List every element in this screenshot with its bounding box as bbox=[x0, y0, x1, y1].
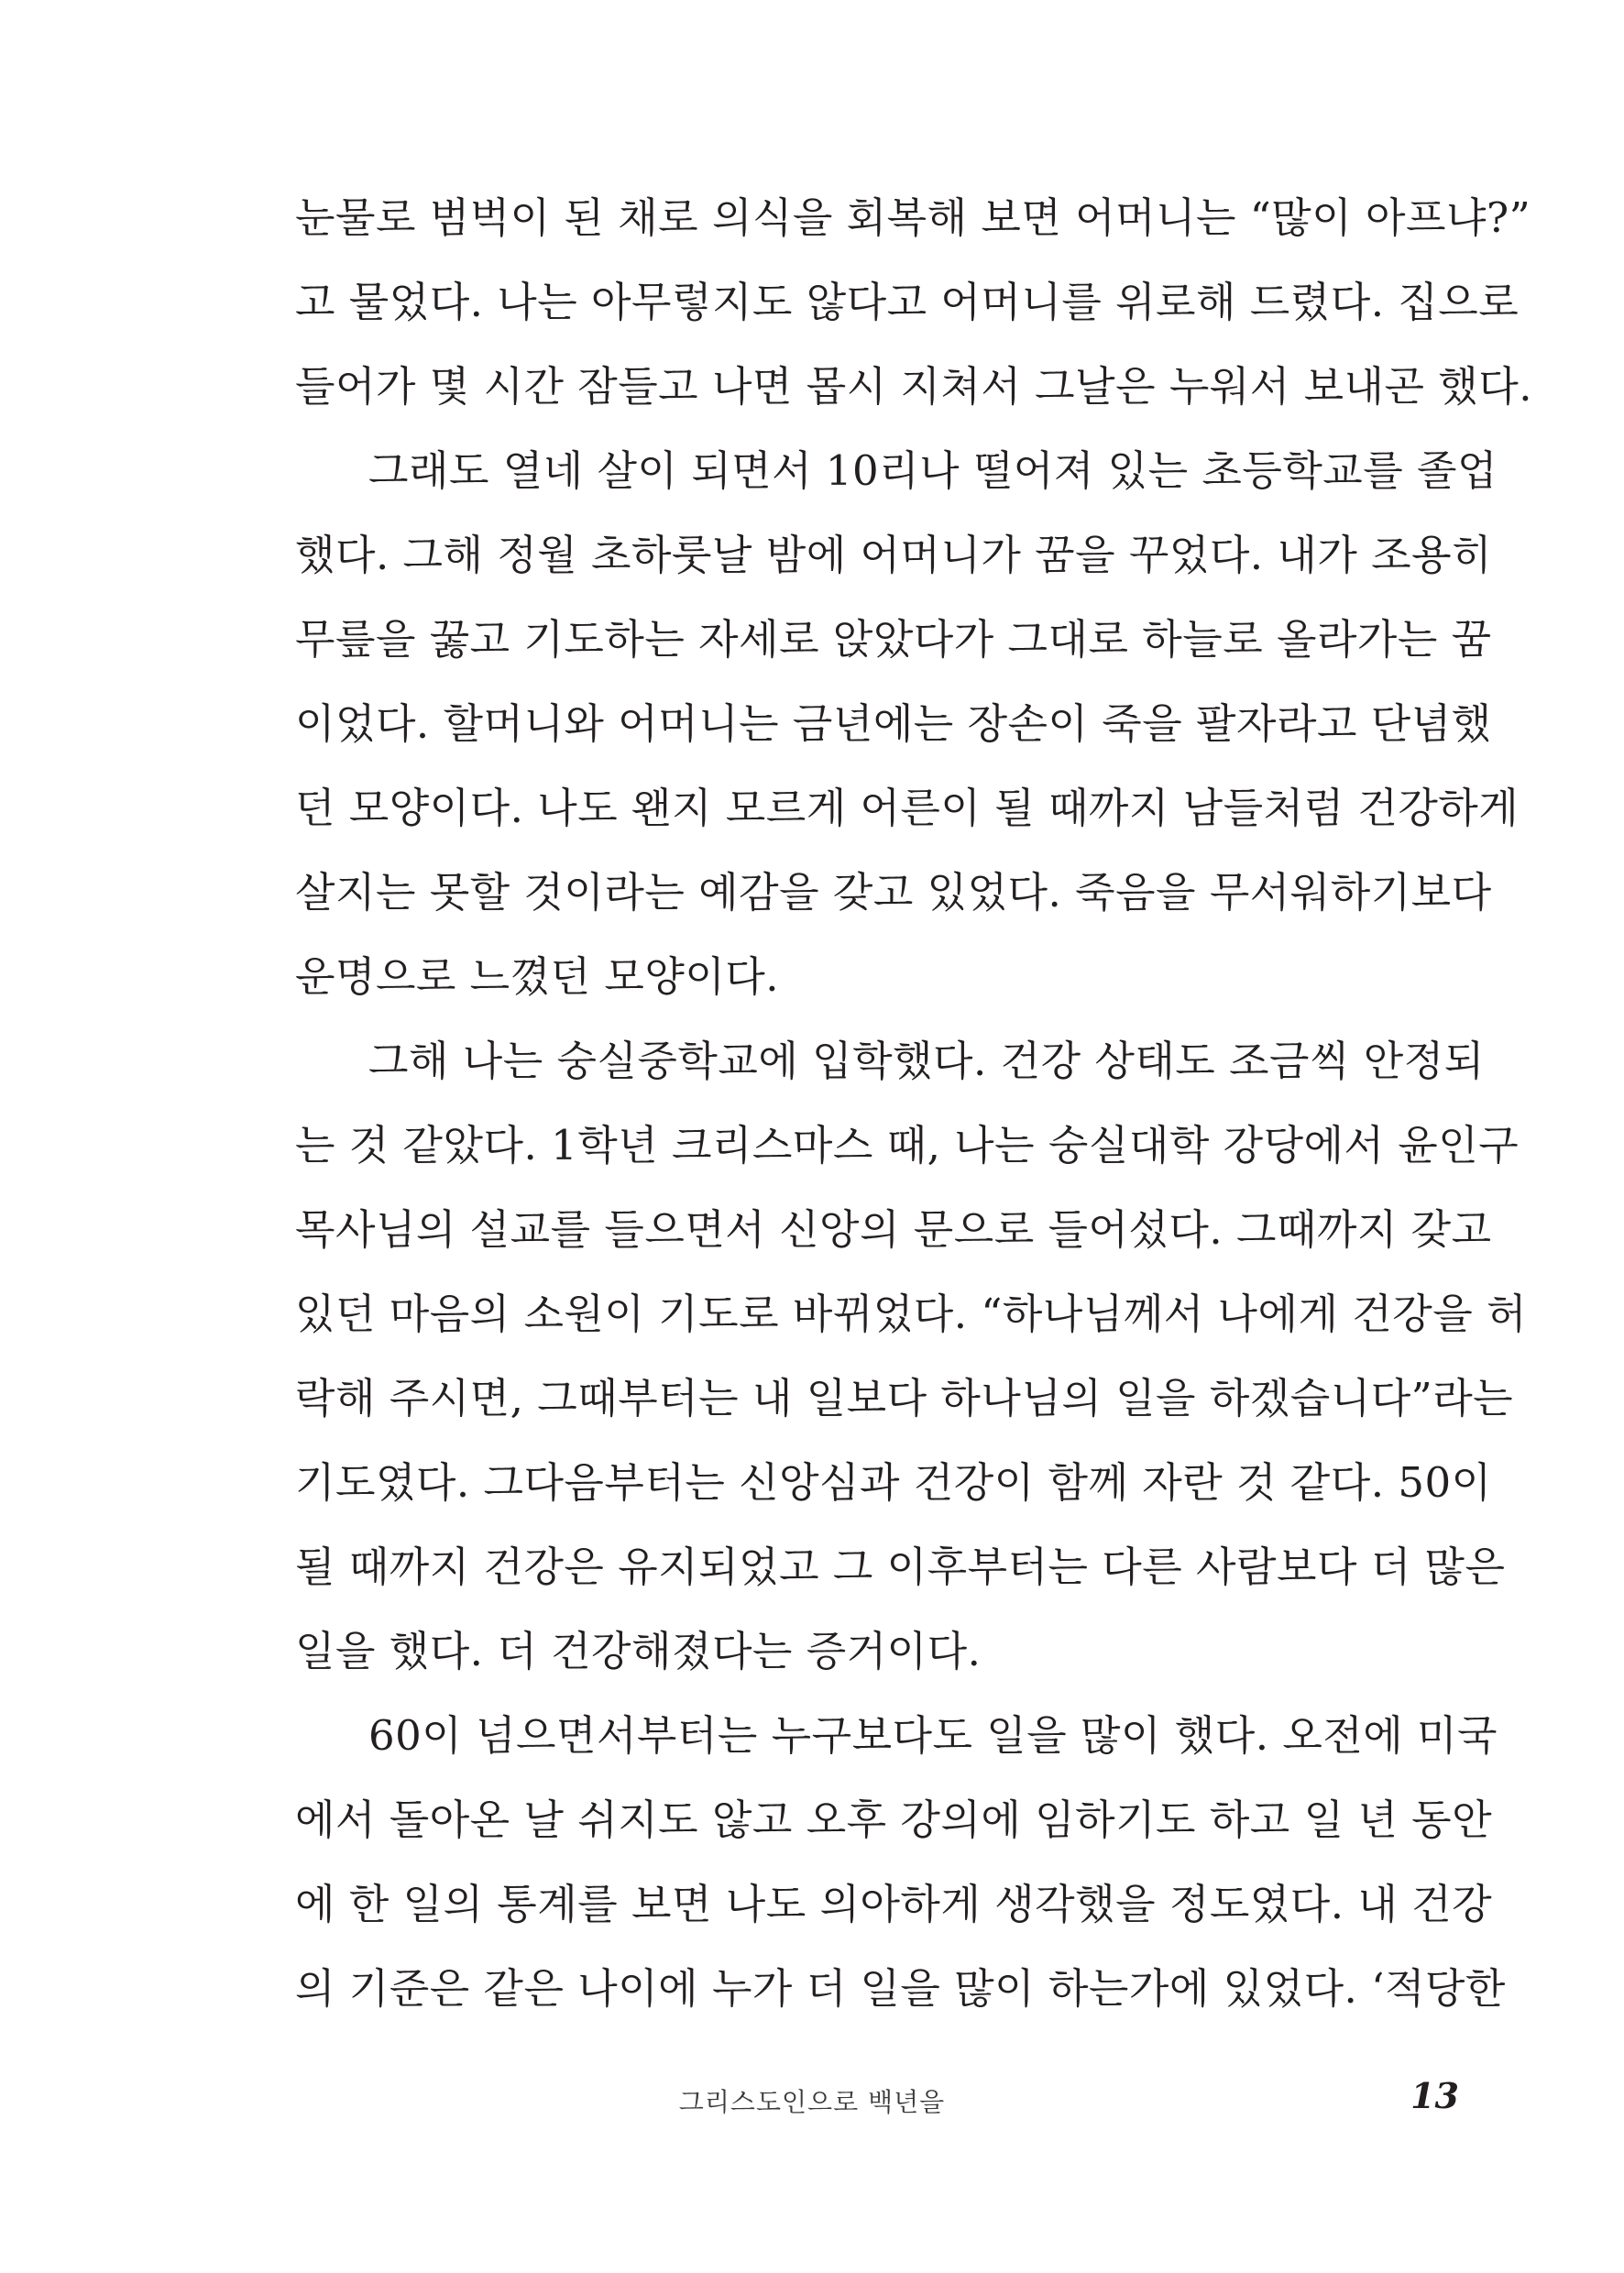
paragraph bbox=[295, 1019, 1527, 1694]
text-line: 목사님의 설교를 들으면서 신앙의 문으로 들어섰다. 그때까지 갖고 bbox=[295, 1205, 1492, 1254]
text-line: 무릎을 꿇고 기도하는 자세로 앉았다가 그대로 하늘로 올라가는 꿈 bbox=[295, 615, 1492, 664]
body-text bbox=[295, 176, 1533, 2031]
text-line: 는 것 같았다. 1학년 크리스마스 때, 나는 숭실대학 강당에서 윤인구 bbox=[295, 1121, 1520, 1169]
paragraph bbox=[295, 1694, 1506, 2031]
paragraph bbox=[295, 176, 1533, 429]
text-line: 에서 돌아온 날 쉬지도 않고 오후 강의에 임하기도 하고 일 년 동안 bbox=[295, 1795, 1493, 1844]
text-line: 에 한 일의 통계를 보면 나도 의아하게 생각했을 정도였다. 내 건강 bbox=[295, 1880, 1493, 1928]
text-line: 이었다. 할머니와 어머니는 금년에는 장손이 죽을 팔자라고 단념했 bbox=[295, 699, 1492, 748]
running-footer-title: 그리스도인으로 백년을 bbox=[678, 2087, 946, 2117]
text-line: 기도였다. 그다음부터는 신앙심과 건강이 함께 자란 것 같다. 50이 bbox=[295, 1458, 1492, 1507]
text-line: 운명으로 느꼈던 모양이다. bbox=[295, 952, 780, 1001]
text-line: 그래도 열네 살이 되면서 10리나 떨어져 있는 초등학교를 졸업 bbox=[368, 446, 1498, 495]
page-number: 13 bbox=[1410, 2075, 1459, 2116]
text-line: 눈물로 범벅이 된 채로 의식을 회복해 보면 어머니는 “많이 아프냐?” bbox=[295, 193, 1531, 242]
text-line: 던 모양이다. 나도 왠지 모르게 어른이 될 때까지 남들처럼 건강하게 bbox=[295, 784, 1520, 832]
text-line: 했다. 그해 정월 초하룻날 밤에 어머니가 꿈을 꾸었다. 내가 조용히 bbox=[295, 531, 1493, 579]
text-line: 락해 주시면, 그때부터는 내 일보다 하나님의 일을 하겠습니다”라는 bbox=[295, 1374, 1514, 1422]
text-line: 될 때까지 건강은 유지되었고 그 이후부터는 다른 사람보다 더 많은 bbox=[295, 1543, 1506, 1591]
paragraph bbox=[295, 429, 1520, 1019]
text-line: 살지는 못할 것이라는 예감을 갖고 있었다. 죽음을 무서워하기보다 bbox=[295, 868, 1492, 917]
text-line: 고 물었다. 나는 아무렇지도 않다고 어머니를 위로해 드렸다. 집으로 bbox=[295, 278, 1520, 326]
text-line: 있던 마음의 소원이 기도로 바뀌었다. “하나님께서 나에게 건강을 허 bbox=[295, 1290, 1527, 1338]
text-line: 그해 나는 숭실중학교에 입학했다. 건강 상태도 조금씩 안정되 bbox=[368, 1037, 1485, 1085]
text-line: 일을 했다. 더 건강해졌다는 증거이다. bbox=[295, 1627, 982, 1675]
text-line: 60이 넘으면서부터는 누구보다도 일을 많이 했다. 오전에 미국 bbox=[368, 1711, 1498, 1760]
text-line: 의 기준은 같은 나이에 누가 더 일을 많이 하는가에 있었다. ‘적당한 bbox=[295, 1964, 1506, 2013]
text-line: 들어가 몇 시간 잠들고 나면 몹시 지쳐서 그날은 누워서 보내곤 했다. bbox=[295, 362, 1533, 411]
